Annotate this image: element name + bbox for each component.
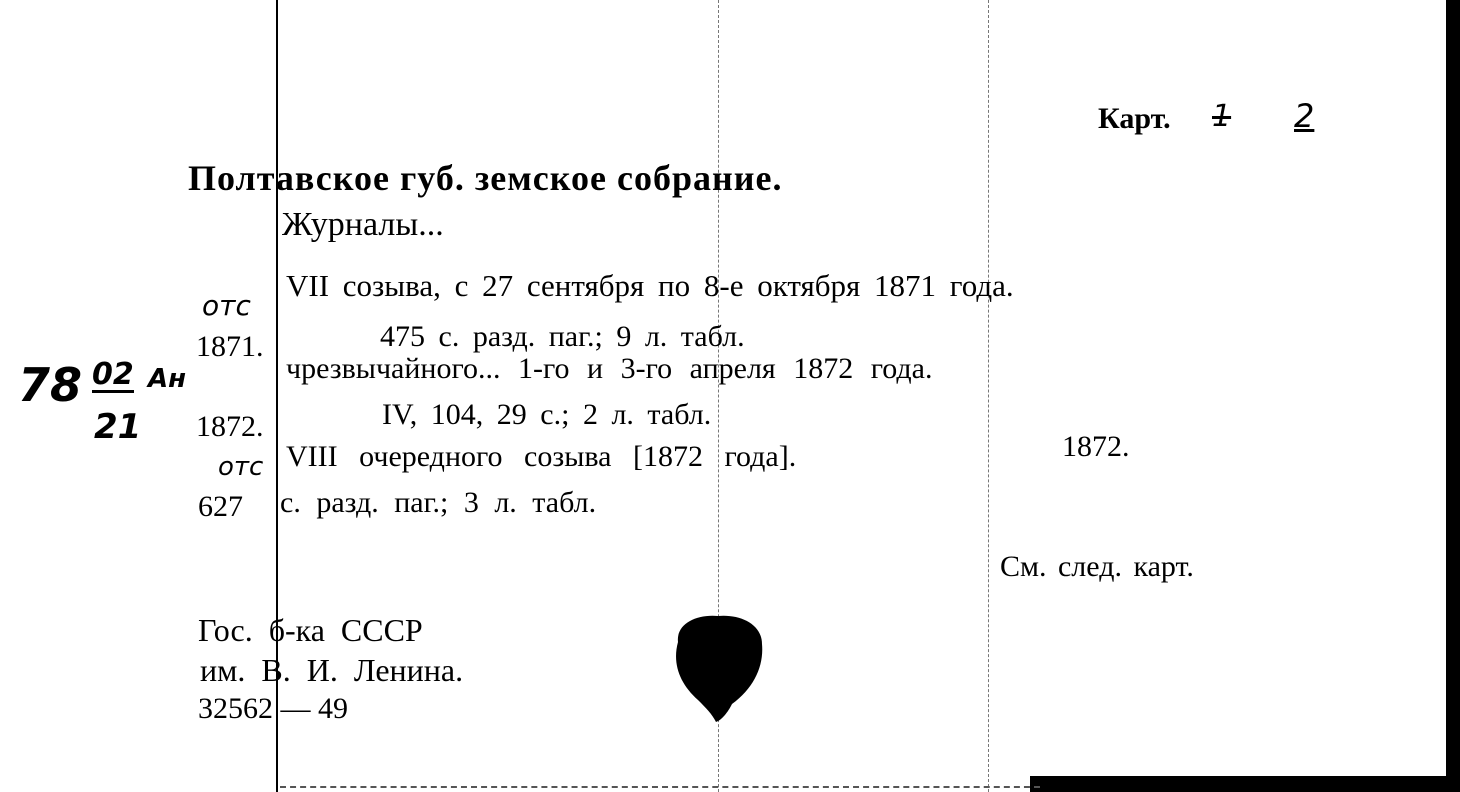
library-line: им. В. И. Ленина. (200, 652, 464, 688)
handwritten-mark: отс (202, 289, 251, 322)
entry-year: 1872. (196, 410, 264, 443)
library-line: Гос. б-ка СССР (198, 612, 423, 648)
entry-line: чрезвычайного... 1-го и 3-го апреля 1872 года. (286, 352, 933, 385)
see-next-card: См. след. карт. (1000, 550, 1194, 583)
library-line: 32562 — 49 (198, 692, 348, 725)
shelfmark-bottom: 21 (94, 407, 142, 447)
entry-line: VII созыва, с 27 сентября по 8-е октября 1871 года. (286, 268, 1014, 303)
fold-line (988, 0, 989, 792)
scan-edge-right (1446, 0, 1460, 792)
card-number-struck: 1 (1212, 99, 1232, 134)
handwritten-mark: отс (218, 452, 264, 482)
entry-line: 475 с. разд. паг.; 9 л. табл. (380, 320, 745, 353)
card-subtitle: Журналы... (282, 206, 444, 243)
shelfmark-top: 02 (92, 357, 134, 392)
entry-line: IV, 104, 29 с.; 2 л. табл. (382, 398, 712, 431)
entry-line: VIII очередного созыва [1872 года]. (286, 440, 797, 473)
entry-year: 1872. (1062, 430, 1130, 463)
shelfmark-top-suffix: Ан (148, 364, 187, 394)
entry-line: с. разд. паг.; 3 л. табл. (280, 486, 597, 519)
card-label: Карт. (1098, 102, 1171, 135)
entry-pages-prefix: 627 (198, 490, 243, 523)
shelfmark-number: 78 (18, 358, 83, 412)
card-number: 2 (1294, 97, 1315, 135)
card-heading: Полтавское губ. земское собрание. (188, 158, 783, 198)
punch-hole (670, 612, 766, 722)
scan-edge-bottom-dashed (280, 786, 1040, 788)
scan-edge-bottom (1030, 776, 1460, 792)
entry-year: 1871. (196, 330, 264, 363)
